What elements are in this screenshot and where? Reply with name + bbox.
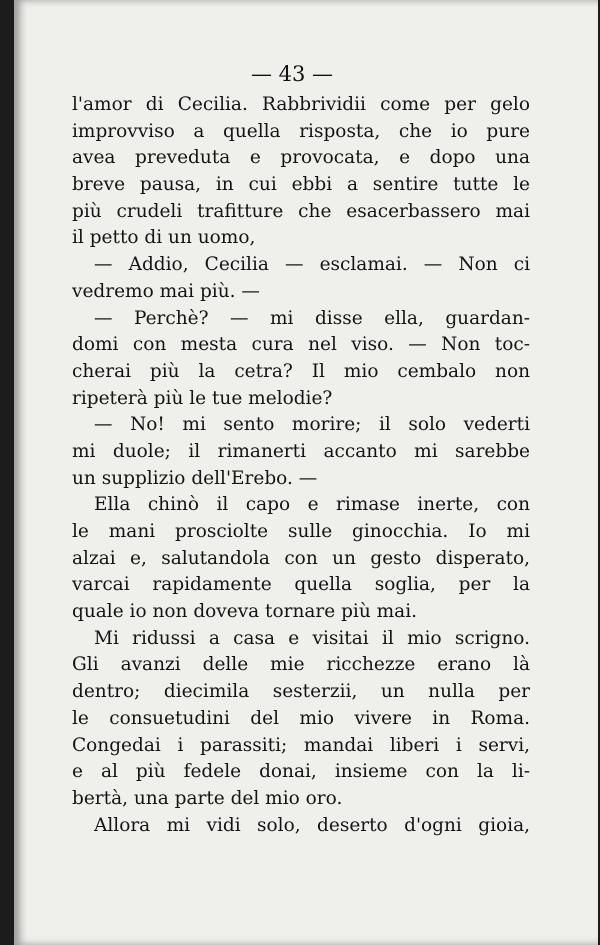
text-line: alzai e, salutandola con un gesto disperato, <box>72 547 530 569</box>
text-line: l'amor di Cecilia. Rabbrividii come per gelo <box>72 94 530 115</box>
text-line: e al più fedele donai, insieme con la li- <box>72 761 530 783</box>
text-line: più crudeli trafitture che esacerbassero mai <box>72 200 530 222</box>
text-line: breve pausa, in cui ebbi a sentire tutte le <box>72 174 530 196</box>
text-line: cherai più la cetra? Il mio cembalo non <box>72 360 530 382</box>
text-line: il petto di un uomo, <box>72 227 256 249</box>
text-line: Mi ridussi a casa e visitai il mio scrigno. <box>94 627 530 649</box>
text-line: le consuetudini del mio vivere in Roma. <box>72 707 530 729</box>
text-line: ripeterà più le tue melodie? <box>72 387 333 409</box>
page-number: — 43 — <box>250 62 334 86</box>
text-line: vedremo mai più. — <box>72 280 260 302</box>
text-line: bertà, una parte del mio oro. <box>72 787 343 809</box>
text-line: avea preveduta e provocata, e dopo una <box>72 147 530 169</box>
text-line: un supplizio dell'Erebo. — <box>72 467 318 489</box>
text-line: Allora mi vidi solo, deserto d'ogni gioia, <box>94 814 530 836</box>
text-line: mi duole; il rimanerti accanto mi sarebbe <box>72 440 530 462</box>
text-line: improvviso a quella risposta, che io pure <box>72 120 530 142</box>
text-line: varcai rapidamente quella soglia, per la <box>72 574 530 596</box>
text-line: domi con mesta cura nel viso. — Non toc- <box>72 334 530 356</box>
text-line: — No! mi sento morire; il solo vederti <box>94 414 530 436</box>
text-line: — Addio, Cecilia — esclamai. — Non ci <box>94 254 530 276</box>
text-line: le mani prosciolte sulle ginocchia. Io mi <box>72 521 530 542</box>
text-line: quale io non doveva tornare più mai. <box>72 601 418 623</box>
text-line: Gli avanzi delle mie ricchezze erano là <box>72 654 530 676</box>
text-line: Congedai i parassiti; mandai liberi i servi, <box>72 734 530 756</box>
page-body-text <box>72 92 530 839</box>
text-line: — Perchè? — mi disse ella, guardan- <box>94 307 530 329</box>
text-line: Ella chinò il capo e rimase inerte, con <box>94 494 530 516</box>
book-page <box>14 0 598 945</box>
text-line: dentro; diecimila sesterzii, un nulla per <box>72 681 530 703</box>
